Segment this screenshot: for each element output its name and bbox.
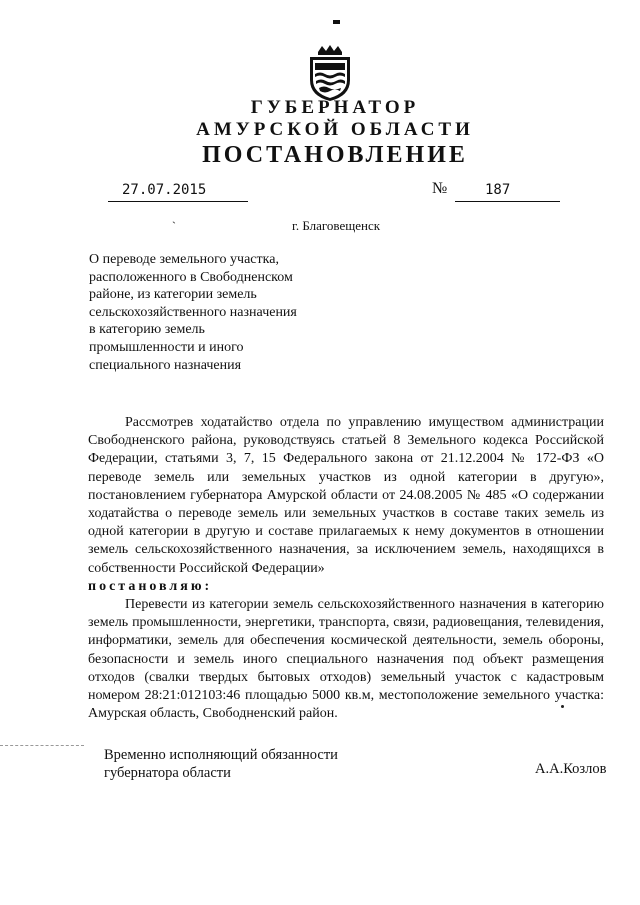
scan-tick-mark: ˎ [172, 210, 176, 224]
issuing-city: г. Благовещенск [292, 218, 381, 233]
subject-line: О переводе земельного участка, [89, 252, 279, 267]
document-number: 187 [455, 182, 560, 202]
document-type-title: ПОСТАНОВЛЕНИЕ [202, 142, 468, 168]
number-label: № [432, 180, 448, 197]
document-subject [89, 251, 329, 374]
scan-mark [333, 20, 340, 24]
signatory-name: А.А.Козлов [535, 761, 607, 777]
signatory-title-line: губернатора области [104, 765, 231, 781]
subject-line: специального назначения [89, 357, 242, 373]
resolve-word: постановляю: [88, 578, 213, 594]
subject-line: сельскохозяйственного назначения [89, 304, 297, 320]
signatory-title-line: Временно исполняющий обязанности [104, 747, 338, 763]
signatory-title [104, 746, 338, 782]
subject-line: расположенного в Свободненском [89, 269, 293, 285]
coat-of-arms-icon [304, 44, 356, 102]
subject-line: районе, из категории земель [89, 287, 257, 303]
scan-dash-line [0, 745, 84, 746]
document-date: 27.07.2015 [108, 182, 248, 202]
subject-line: промышленности и иного [89, 339, 244, 355]
region-title: АМУРСКОЙ ОБЛАСТИ [196, 119, 474, 140]
preamble-paragraph: Рассмотрев ходатайство отдела по управлению имуществом администрации Свободненского района, руководствуясь статьей 8 Земельного кодекса Российской Федерации, статьями 3, 7, 15 Федерального закона от 21.12.2004 № 172-ФЗ «О переводе земель или земельных участков из одной категории в другую», постановлением губернатора Амурской области от 24.08.2005 № 485 «О содержании ходатайства о переводе земель или земельных участков в составе таких земель из одной категории в другую и составе прилагаемых к нему документов в отношении земель сельскохозяйственного назначения, за исключением земель, находящихся в собственности Российской Федерации» [88, 415, 604, 576]
decision-paragraph: Перевести из категории земель сельскохозяйственного назначения в категорию земель промышленности, энергетики, транспорта, связи, радиовещания, телевидения, информатики, земель для обеспечения космической деятельности, земель обороны, безопасности и земель иного специального назначения под объект размещения отходов (свалки твердых бытовых отходов) земельный участок с кадастровым номером 28:21:012103:46 площадью 5000 кв.м, местоположение земельного участка: Амурская область, Свободненский район. [88, 597, 604, 722]
scan-dot [561, 705, 564, 708]
subject-line: в категорию земель [89, 322, 205, 338]
document-body [88, 414, 604, 723]
governor-title: ГУБЕРНАТОР [250, 97, 420, 118]
